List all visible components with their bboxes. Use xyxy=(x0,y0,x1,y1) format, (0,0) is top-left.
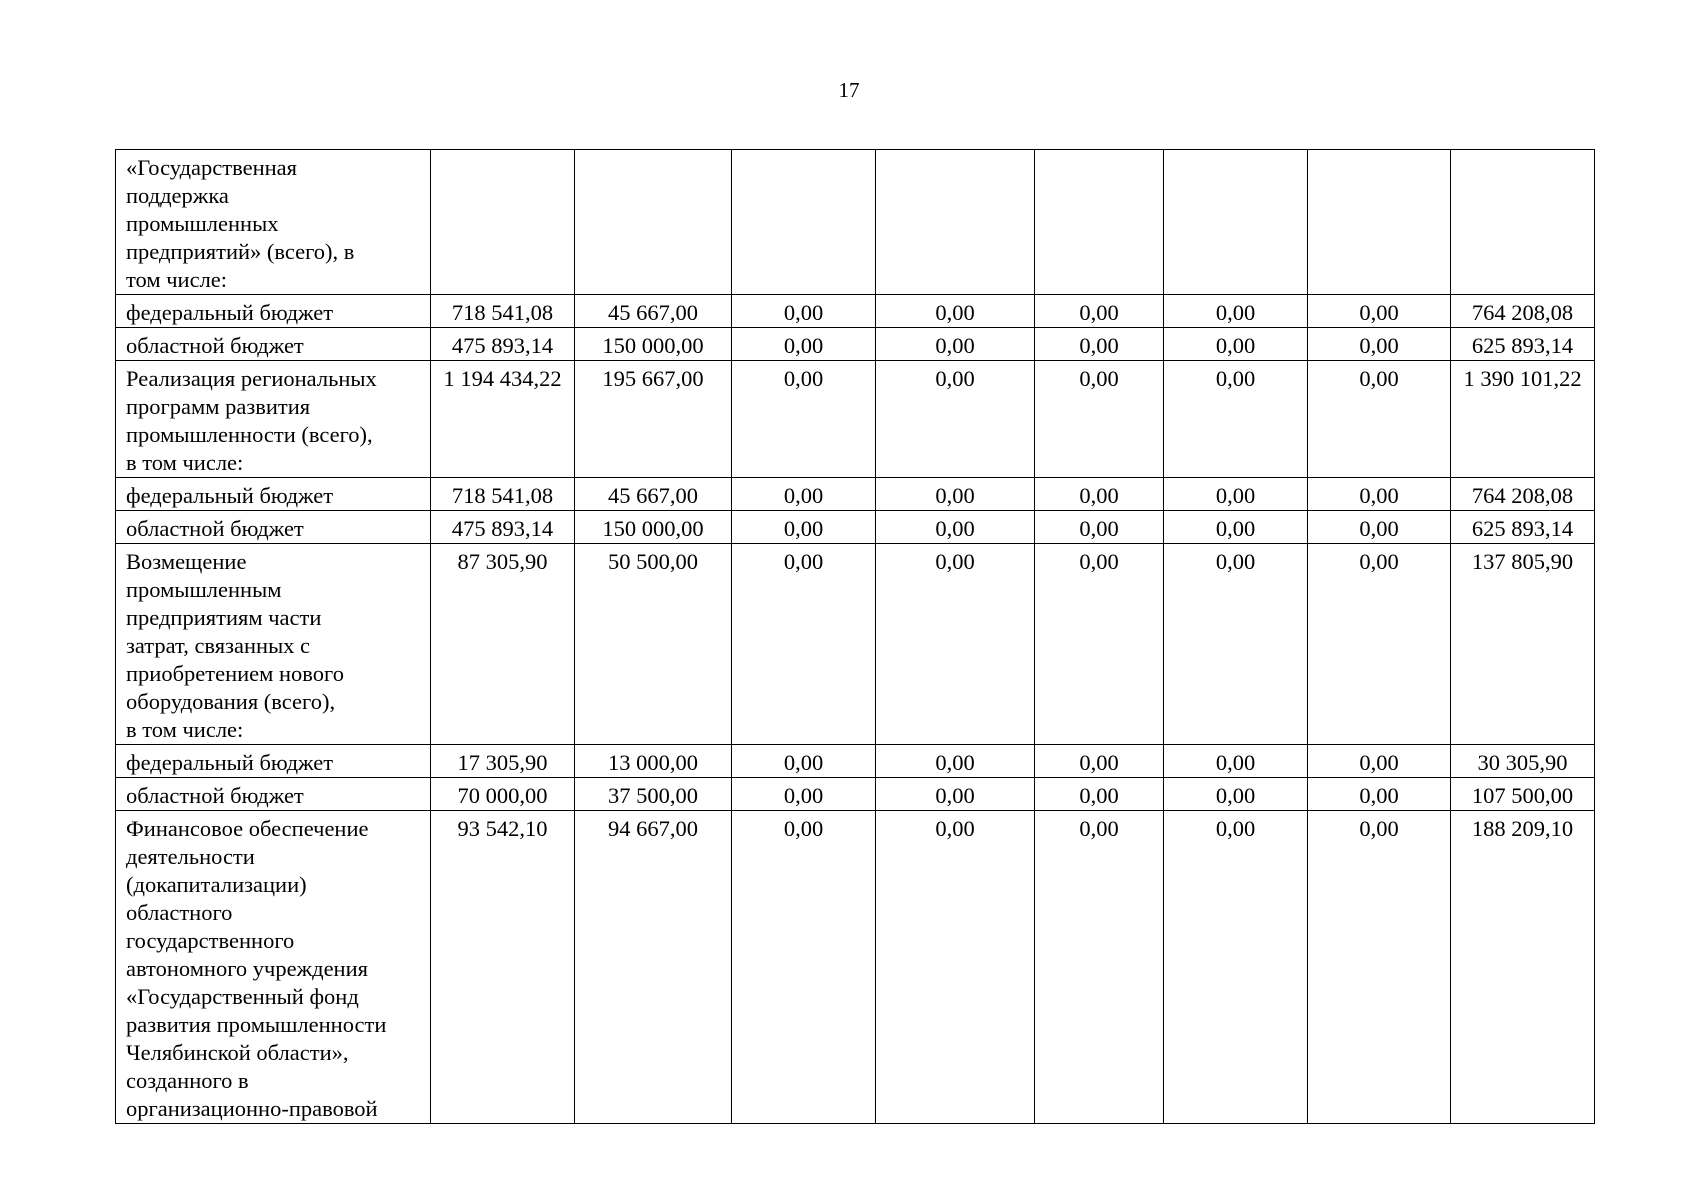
row-total-cell: 625 893,14 xyxy=(1451,511,1595,544)
value-cell: 0,00 xyxy=(732,478,876,511)
value-cell: 0,00 xyxy=(1308,361,1451,478)
table-row xyxy=(116,778,1595,811)
value-cell: 0,00 xyxy=(1164,361,1308,478)
value-cell: 0,00 xyxy=(732,511,876,544)
value-cell xyxy=(575,150,732,295)
value-cell: 0,00 xyxy=(1035,361,1164,478)
value-cell: 0,00 xyxy=(876,778,1035,811)
row-label: федеральный бюджет xyxy=(116,295,431,328)
table-row xyxy=(116,295,1595,328)
value-cell: 0,00 xyxy=(732,361,876,478)
value-cell: 475 893,14 xyxy=(431,511,575,544)
value-cell xyxy=(431,150,575,295)
value-cell: 0,00 xyxy=(1164,295,1308,328)
row-total-cell: 107 500,00 xyxy=(1451,778,1595,811)
value-cell: 0,00 xyxy=(1308,328,1451,361)
value-cell: 0,00 xyxy=(876,745,1035,778)
row-label: федеральный бюджет xyxy=(116,745,431,778)
row-total-cell: 188 209,10 xyxy=(1451,811,1595,1124)
row-label: областной бюджет xyxy=(116,328,431,361)
table-row xyxy=(116,478,1595,511)
budget-table xyxy=(115,149,1595,1124)
value-cell xyxy=(1035,150,1164,295)
value-cell: 0,00 xyxy=(1308,745,1451,778)
row-label: Возмещение промышленным предприятиям части затрат, связанных с приобретением нового оборудования (всего), в том числе: xyxy=(116,544,431,745)
value-cell: 45 667,00 xyxy=(575,478,732,511)
value-cell: 0,00 xyxy=(876,295,1035,328)
value-cell: 0,00 xyxy=(1035,745,1164,778)
value-cell: 0,00 xyxy=(1035,328,1164,361)
value-cell: 0,00 xyxy=(876,811,1035,1124)
value-cell: 195 667,00 xyxy=(575,361,732,478)
value-cell: 0,00 xyxy=(1164,478,1308,511)
value-cell: 0,00 xyxy=(732,811,876,1124)
value-cell: 0,00 xyxy=(732,778,876,811)
value-cell: 0,00 xyxy=(1035,811,1164,1124)
value-cell: 0,00 xyxy=(732,745,876,778)
row-label: областной бюджет xyxy=(116,511,431,544)
row-label: федеральный бюджет xyxy=(116,478,431,511)
value-cell: 0,00 xyxy=(1164,511,1308,544)
value-cell: 0,00 xyxy=(1035,511,1164,544)
value-cell: 50 500,00 xyxy=(575,544,732,745)
value-cell: 0,00 xyxy=(1164,745,1308,778)
value-cell: 0,00 xyxy=(1164,328,1308,361)
value-cell: 0,00 xyxy=(876,361,1035,478)
value-cell: 0,00 xyxy=(1164,778,1308,811)
value-cell: 0,00 xyxy=(876,478,1035,511)
row-total-cell: 137 805,90 xyxy=(1451,544,1595,745)
value-cell: 0,00 xyxy=(876,544,1035,745)
value-cell: 0,00 xyxy=(1308,811,1451,1124)
value-cell: 0,00 xyxy=(732,295,876,328)
value-cell xyxy=(1164,150,1308,295)
value-cell: 0,00 xyxy=(732,328,876,361)
value-cell: 0,00 xyxy=(1308,544,1451,745)
row-total-cell: 625 893,14 xyxy=(1451,328,1595,361)
row-total-cell: 1 390 101,22 xyxy=(1451,361,1595,478)
value-cell: 87 305,90 xyxy=(431,544,575,745)
value-cell: 70 000,00 xyxy=(431,778,575,811)
value-cell: 94 667,00 xyxy=(575,811,732,1124)
row-label: областной бюджет xyxy=(116,778,431,811)
value-cell: 17 305,90 xyxy=(431,745,575,778)
value-cell: 0,00 xyxy=(1035,478,1164,511)
row-total-cell xyxy=(1451,150,1595,295)
row-label: Финансовое обеспечение деятельности (докапитализации) областного государственного автономного учреждения «Государственный фонд развития промышленности Челябинской области», созданного в организационно-правовой xyxy=(116,811,431,1124)
value-cell: 0,00 xyxy=(1164,811,1308,1124)
value-cell: 0,00 xyxy=(1308,511,1451,544)
value-cell: 0,00 xyxy=(1035,778,1164,811)
table-row xyxy=(116,745,1595,778)
value-cell: 0,00 xyxy=(1308,478,1451,511)
table-row xyxy=(116,328,1595,361)
value-cell: 0,00 xyxy=(1308,295,1451,328)
page-number: 17 xyxy=(838,78,860,102)
row-total-cell: 30 305,90 xyxy=(1451,745,1595,778)
table-row xyxy=(116,511,1595,544)
value-cell: 0,00 xyxy=(1035,544,1164,745)
value-cell: 37 500,00 xyxy=(575,778,732,811)
value-cell: 0,00 xyxy=(876,511,1035,544)
value-cell: 0,00 xyxy=(876,328,1035,361)
value-cell xyxy=(1308,150,1451,295)
value-cell: 475 893,14 xyxy=(431,328,575,361)
row-label: «Государственная поддержка промышленных предприятий» (всего), в том числе: xyxy=(116,150,431,295)
value-cell: 150 000,00 xyxy=(575,511,732,544)
table-row xyxy=(116,150,1595,295)
value-cell: 718 541,08 xyxy=(431,478,575,511)
row-label: Реализация региональных программ развития промышленности (всего), в том числе: xyxy=(116,361,431,478)
value-cell: 718 541,08 xyxy=(431,295,575,328)
value-cell: 93 542,10 xyxy=(431,811,575,1124)
value-cell: 45 667,00 xyxy=(575,295,732,328)
value-cell: 0,00 xyxy=(1164,544,1308,745)
row-total-cell: 764 208,08 xyxy=(1451,478,1595,511)
value-cell xyxy=(876,150,1035,295)
value-cell: 0,00 xyxy=(732,544,876,745)
value-cell: 150 000,00 xyxy=(575,328,732,361)
table-row xyxy=(116,544,1595,745)
table-row xyxy=(116,811,1595,1124)
table-row xyxy=(116,361,1595,478)
value-cell xyxy=(732,150,876,295)
value-cell: 1 194 434,22 xyxy=(431,361,575,478)
value-cell: 0,00 xyxy=(1035,295,1164,328)
value-cell: 0,00 xyxy=(1308,778,1451,811)
row-total-cell: 764 208,08 xyxy=(1451,295,1595,328)
value-cell: 13 000,00 xyxy=(575,745,732,778)
